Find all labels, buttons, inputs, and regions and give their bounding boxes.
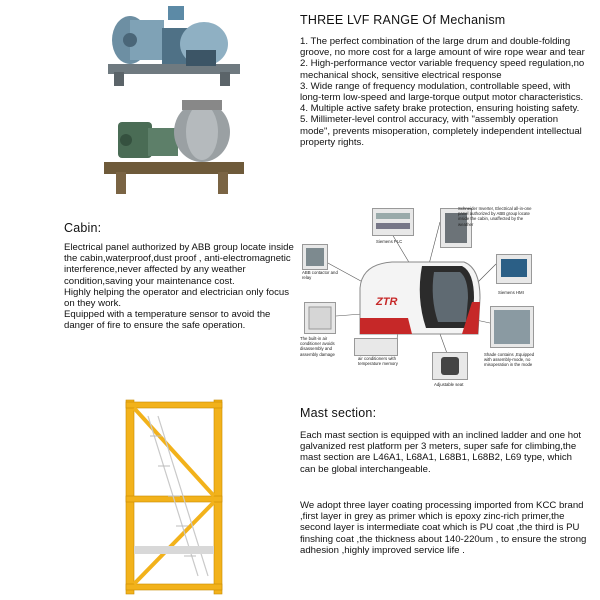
air-builtin-label: The built-in air conditioner avoids disassembly and assembly damage xyxy=(300,336,335,357)
siemens-plc-label: Siemens PLC xyxy=(376,239,403,244)
siemens-hmi-photo xyxy=(496,254,532,284)
mechanism-point: 1. The perfect combination of the large drum and double-folding groove, no more cost for a large amount of wire rope wear and tear xyxy=(300,36,585,59)
winch-image-top xyxy=(100,6,250,92)
cabin-text: Equipped with a temperature sensor to avoid the danger of fire to ensure the safe operation. xyxy=(64,309,271,332)
mast-title: Mast section: xyxy=(300,406,377,420)
mast-text-2: We adopt three layer coating processing imported from KCC brand ,first layer in grey as primer which is epoxy zinc-rich primer,the second layer is intermediate coat which is PU coat ,the third is PU finshing coat ,the thickness about 140-220um , to ensure the strong adhesion ,highly improved service life . xyxy=(300,500,587,556)
shade-label: Shade contains ,Equipped with assembly-mode, no misoperation in the mode xyxy=(484,352,535,368)
cabin-image xyxy=(352,258,484,342)
cabin-logo: ZTR xyxy=(376,296,398,308)
seat-photo xyxy=(432,352,468,380)
mechanism-point: 3. Wide range of frequency modulation, controllable speed, with long-term low-speed and large-torque output motor characteristics. xyxy=(300,80,584,104)
mast-section-image xyxy=(118,396,240,596)
abb-contactor-photo xyxy=(302,244,328,270)
mechanism-points xyxy=(300,36,586,148)
winch-image-bottom xyxy=(98,92,248,202)
shade-photo xyxy=(490,306,534,348)
air-conditioner-photo xyxy=(304,302,336,334)
mast-text-1: Each mast section is equipped with an inclined ladder and one hot galvanized rest platform per 3 meters, super safe for climbing,the mast section are L46A1, L68A1, L68B1, L68B2, L69 type, which can be global interchangeable. xyxy=(300,430,582,475)
cabin-text: Highly helping the operator and electrician only focus on they work. xyxy=(64,286,290,310)
cabin-description xyxy=(64,242,296,332)
air-control-photo xyxy=(354,338,398,356)
seat-label: Adjustable seat xyxy=(434,382,464,387)
cabin-diagram xyxy=(300,206,540,390)
mechanism-point: 4. Multiple active safety brake protection, ensuring hoisting safety. xyxy=(300,103,580,115)
abb-label: ABB contactor and relay xyxy=(302,270,338,281)
siemens-plc-photo xyxy=(372,208,414,236)
mechanism-point: 2. High-performance vector variable frequency speed regulation,no mechanical shock, sensitive electrical response xyxy=(300,58,585,81)
air-temp-label: air conditioners with temperature memory xyxy=(358,356,398,367)
cabin-title: Cabin: xyxy=(64,221,102,235)
cabin-text: Electrical panel authorized by ABB group locate inside the cabin,waterproof,dust proof , anti-electromagnetic interference,never affected by any weather condition,saving your maintenance cost. xyxy=(64,242,294,287)
mechanism-point: 5. Millimeter-level control accuracy, with "assembly operation mode", prevents misoperation, completely independent intellectual property rights. xyxy=(300,114,582,148)
mechanism-title: THREE LVF RANGE Of Mechanism xyxy=(300,13,506,27)
siemens-hmi-label: Siemens HMI xyxy=(498,290,524,295)
schneider-label: Schneider Inverter, Electrical all-in-one panel authorized by ABB group locate inside the cabin, unaffected by the weather xyxy=(458,206,532,227)
